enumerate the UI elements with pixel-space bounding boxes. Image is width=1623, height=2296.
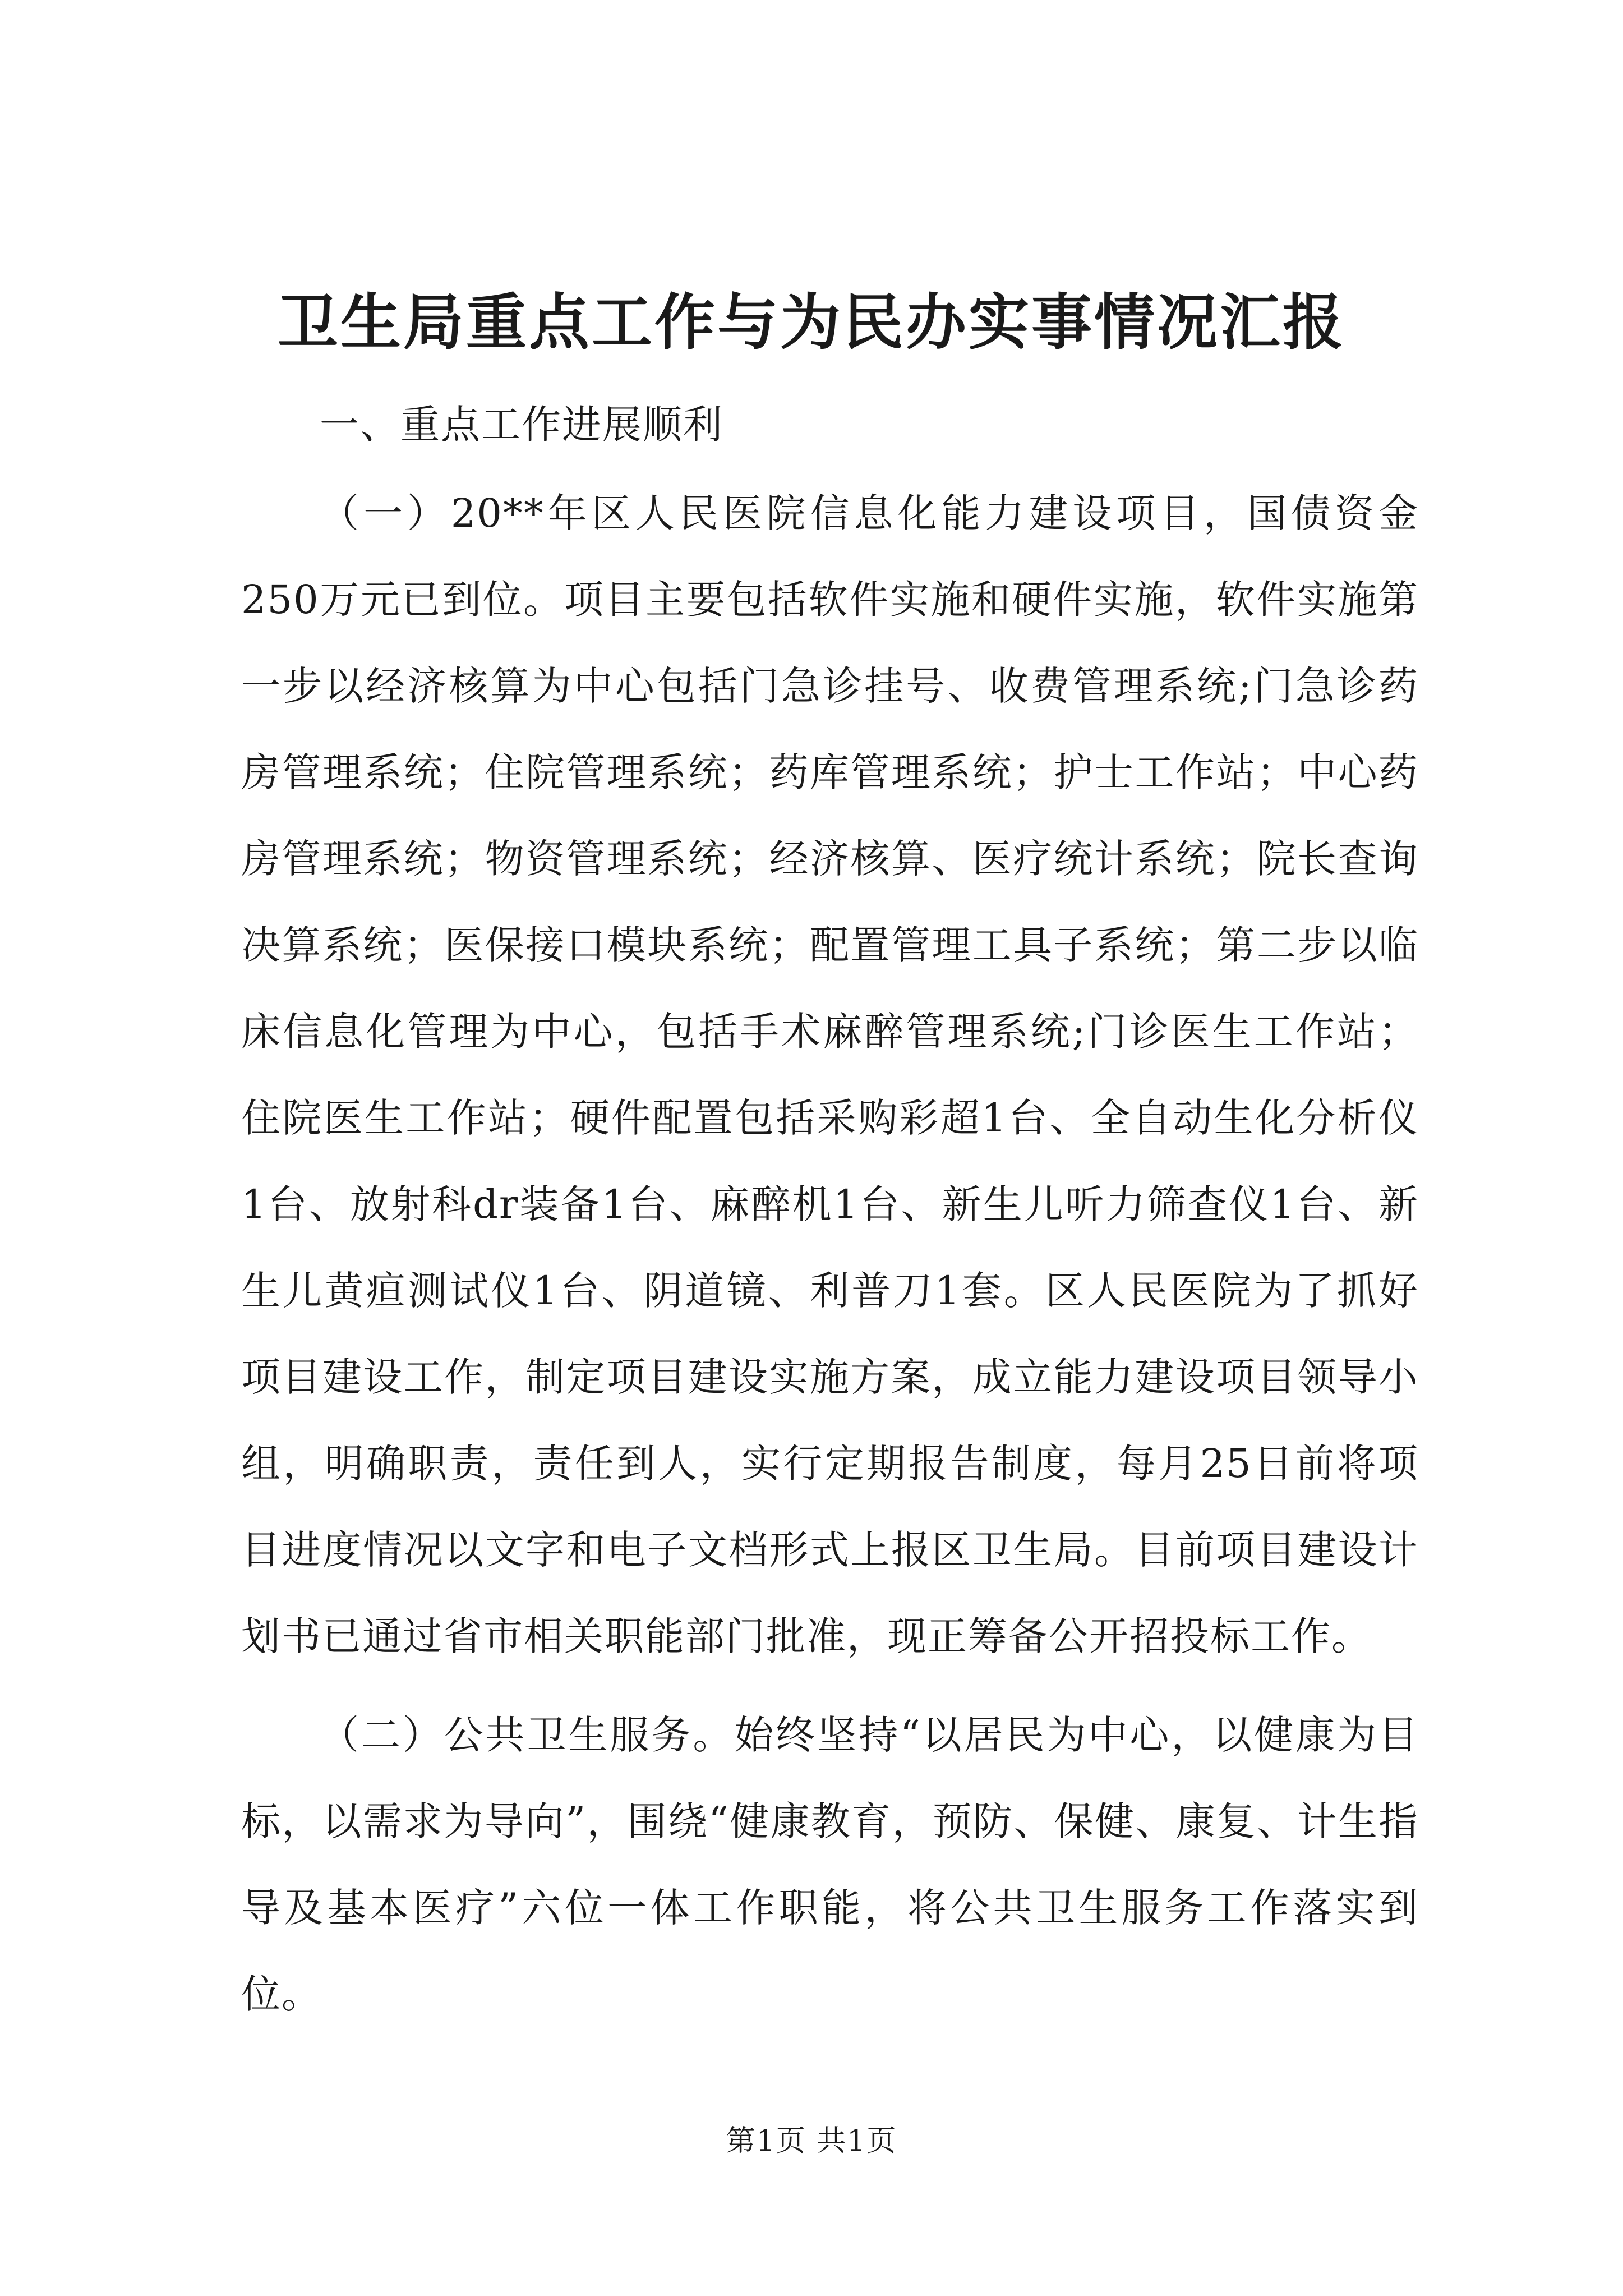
- section-heading: 一、重点工作进展顺利: [320, 402, 723, 448]
- paragraph-1: （一）20**年区人民医院信息化能力建设项目，国债资金250万元已到位。项目主要包括软件实施和硬件实施，软件实施第一步以经济核算为中心包括门急诊挂号、收费管理系统;门急诊药房管理系统；住院管理系统；药库管理系统；护士工作站；中心药房管理系统；物资管理系统；经济核算、医疗统计系统；院长查询决算系统；医保接口模块系统；配置管理工具子系统；第二步以临床信息化管理为中心，包括手术麻醉管理系统;门诊医生工作站；住院医生工作站；硬件配置包括采购彩超1台、全自动生化分析仪1台、放射科dr装备1台、麻醉机1台、新生儿听力筛查仪1台、新生儿黄疸测试仪1台、阴道镜、利普刀1套。区人民医院为了抓好项目建设工作，制定项目建设实施方案，成立能力建设项目领导小组，明确职责，责任到人，实行定期报告制度，每月25日前将项目进度情况以文字和电子文档形式上报区卫生局。目前项目建设计划书已通过省市相关职能部门批准，现正筹备公开招投标工作。: [241, 490, 1419, 1659]
- document-body: [241, 381, 1419, 2037]
- paragraph-2: （二）公共卫生服务。始终坚持“以居民为中心，以健康为目标，以需求为导向”，围绕“健康教育，预防、保健、康复、计生指导及基本医疗”六位一体工作职能，将公共卫生服务工作落实到位。: [241, 1712, 1419, 2017]
- document-title: 卫生局重点工作与为民办实事情况汇报: [277, 287, 1345, 358]
- page-footer: 第1页 共1页: [726, 2124, 897, 2158]
